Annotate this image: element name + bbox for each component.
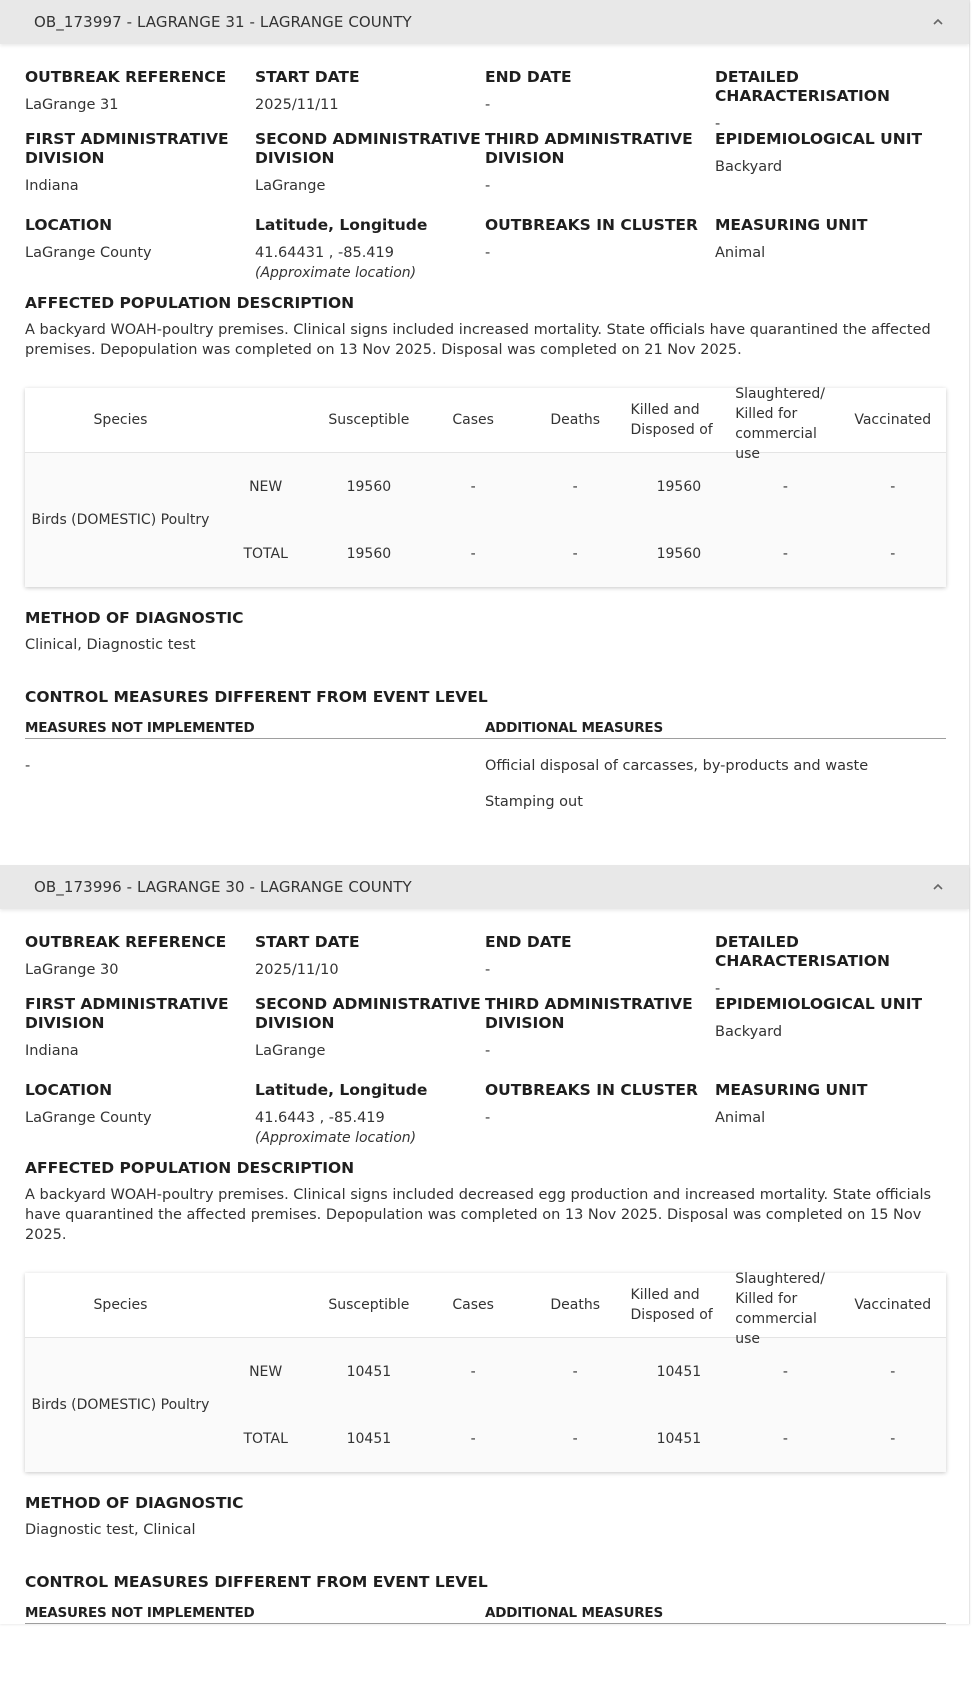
column-header-text: Killed and Disposed of	[630, 1287, 713, 1323]
cell-susceptible: 10451	[346, 1430, 392, 1447]
field-label: OUTBREAKS IN CLUSTER	[485, 216, 698, 234]
latlon-value: 41.6443 , -85.419	[255, 1110, 385, 1126]
additional-measures	[485, 720, 946, 811]
column-header: Species	[25, 1273, 216, 1338]
column-header-text: Killed and Disposed of	[630, 402, 713, 438]
additional-measures	[485, 1605, 946, 1624]
row-kind: TOTAL	[243, 545, 288, 562]
field-value: -	[485, 97, 491, 113]
measures-not-implemented-header: MEASURES NOT IMPLEMENTED	[25, 720, 485, 739]
field-third-admin	[485, 130, 715, 216]
field-end-date	[485, 44, 715, 130]
measure-item: -	[25, 758, 31, 774]
field-label: DETAILED CHARACTERISATION	[715, 933, 890, 970]
field-label: MEASURING UNIT	[715, 1081, 868, 1099]
column-header: Species	[25, 388, 216, 453]
field-detailed-characterisation	[715, 909, 945, 995]
field-value: LaGrange	[255, 1043, 326, 1059]
field-value: Indiana	[25, 178, 79, 194]
row-kind: TOTAL	[243, 1430, 288, 1447]
cell-susceptible: 19560	[346, 545, 392, 562]
field-outbreak-reference	[25, 44, 255, 130]
column-header	[731, 386, 839, 462]
field-label: EPIDEMIOLOGICAL UNIT	[715, 995, 923, 1013]
field-label: THIRD ADMINISTRATIVE DIVISION	[485, 130, 693, 167]
field-outbreaks-in-cluster	[485, 216, 715, 294]
measure-item: Stamping out	[485, 794, 583, 810]
cell-vaccinated: -	[890, 545, 896, 562]
field-value: Animal	[715, 245, 766, 261]
field-label: THIRD ADMINISTRATIVE DIVISION	[485, 995, 693, 1032]
field-label: OUTBREAK REFERENCE	[25, 68, 227, 86]
field-value	[255, 1109, 485, 1147]
column-header	[627, 1273, 732, 1338]
cell-vaccinated: -	[890, 1363, 896, 1380]
column-header: Susceptible	[315, 388, 422, 453]
control-measures-label: CONTROL MEASURES DIFFERENT FROM EVENT LEVEL	[25, 688, 488, 706]
method-label: METHOD OF DIAGNOSTIC	[25, 609, 244, 627]
field-value: Backyard	[715, 159, 783, 175]
field-label: DETAILED CHARACTERISATION	[715, 68, 890, 105]
column-header	[627, 388, 732, 453]
affected-population-text: A backyard WOAH-poultry premises. Clinical signs included increased mortality. State officials have quarantined the affected premises. Depopulation was completed on 13 Nov 2025. Disposal was completed on 21 Nov 2025.	[25, 322, 931, 358]
measures-not-implemented	[25, 720, 485, 811]
field-latlon	[255, 1081, 485, 1159]
field-value: LaGrange County	[25, 1110, 152, 1126]
population-table	[25, 388, 946, 587]
cell-deaths: -	[572, 478, 578, 495]
field-label: LOCATION	[25, 1081, 113, 1099]
measure-item: Official disposal of carcasses, by-products and waste	[485, 758, 869, 774]
field-value: -	[485, 1043, 491, 1059]
field-value: -	[485, 178, 491, 194]
latlon-value: 41.64431 , -85.419	[255, 245, 394, 261]
affected-population-text: A backyard WOAH-poultry premises. Clinical signs included decreased egg production and increased mortality. State officials have quarantined the affected premises. Depopulation was completed on 13 Nov 2025. Disposal was completed on 15 Nov 2025.	[25, 1187, 932, 1243]
column-header	[216, 388, 315, 453]
measures-not-implemented	[25, 1605, 485, 1624]
field-value: LaGrange	[255, 178, 326, 194]
column-header: Vaccinated	[840, 1273, 947, 1338]
method-value: Diagnostic test, Clinical	[25, 1522, 196, 1538]
field-measuring-unit	[715, 1081, 945, 1159]
cell-killed: 10451	[656, 1430, 702, 1447]
field-epi-unit	[715, 995, 945, 1081]
field-end-date	[485, 909, 715, 995]
field-location	[25, 216, 255, 294]
field-epi-unit	[715, 130, 945, 216]
field-value: 2025/11/10	[255, 962, 339, 978]
field-label: Latitude, Longitude	[255, 1081, 428, 1099]
field-label: LOCATION	[25, 216, 113, 234]
outbreak-title: OB_173996 - LAGRANGE 30 - LAGRANGE COUNTY	[34, 878, 412, 896]
field-value: LaGrange County	[25, 245, 152, 261]
field-label: END DATE	[485, 68, 572, 86]
row-kind: NEW	[249, 1363, 283, 1380]
column-header-text: Slaughtered/ Killed for commercial use	[735, 386, 825, 462]
cell-susceptible: 19560	[346, 478, 392, 495]
field-label: START DATE	[255, 933, 360, 951]
method-label: METHOD OF DIAGNOSTIC	[25, 1494, 244, 1512]
field-second-admin	[255, 995, 485, 1081]
field-value: -	[715, 116, 721, 132]
cell-slaughtered: -	[782, 478, 788, 495]
field-value: LaGrange 31	[25, 97, 119, 113]
cell-cases: -	[470, 1430, 476, 1447]
chevron-up-icon[interactable]	[929, 13, 947, 31]
latlon-note: (Approximate location)	[255, 1130, 417, 1146]
field-second-admin	[255, 130, 485, 216]
field-latlon	[255, 216, 485, 294]
column-header: Cases	[422, 388, 524, 453]
cell-slaughtered: -	[782, 1363, 788, 1380]
cell-cases: -	[470, 478, 476, 495]
field-value: -	[485, 245, 491, 261]
measures-not-implemented-header: MEASURES NOT IMPLEMENTED	[25, 1605, 485, 1624]
field-value: 2025/11/11	[255, 97, 339, 113]
species-cell: Birds (DOMESTIC) Poultry	[31, 512, 210, 528]
field-detailed-characterisation	[715, 44, 945, 130]
cell-deaths: -	[572, 545, 578, 562]
field-label: OUTBREAK REFERENCE	[25, 933, 227, 951]
latlon-note: (Approximate location)	[255, 265, 417, 281]
field-label: SECOND ADMINISTRATIVE DIVISION	[255, 995, 481, 1032]
control-measures-label: CONTROL MEASURES DIFFERENT FROM EVENT LEVEL	[25, 1573, 488, 1591]
field-value: Animal	[715, 1110, 766, 1126]
cell-cases: -	[470, 1363, 476, 1380]
field-value: LaGrange 30	[25, 962, 119, 978]
cell-deaths: -	[572, 1363, 578, 1380]
field-label: END DATE	[485, 933, 572, 951]
cell-deaths: -	[572, 1430, 578, 1447]
column-header-text: Slaughtered/ Killed for commercial use	[735, 1271, 825, 1347]
cell-vaccinated: -	[890, 1430, 896, 1447]
column-header: Deaths	[524, 388, 627, 453]
additional-measures-header: ADDITIONAL MEASURES	[485, 720, 946, 739]
field-label: Latitude, Longitude	[255, 216, 428, 234]
table-row	[25, 1338, 946, 1406]
field-location	[25, 1081, 255, 1159]
column-header: Vaccinated	[840, 388, 947, 453]
outbreak-panel-header[interactable]	[0, 865, 969, 909]
field-label: FIRST ADMINISTRATIVE DIVISION	[25, 130, 229, 167]
field-third-admin	[485, 995, 715, 1081]
field-label: START DATE	[255, 68, 360, 86]
field-first-admin	[25, 995, 255, 1081]
row-kind: NEW	[249, 478, 283, 495]
cell-killed: 10451	[656, 1363, 702, 1380]
field-start-date	[255, 909, 485, 995]
field-start-date	[255, 44, 485, 130]
field-label: FIRST ADMINISTRATIVE DIVISION	[25, 995, 229, 1032]
cell-susceptible: 10451	[346, 1363, 392, 1380]
field-value	[255, 244, 485, 282]
field-label: SECOND ADMINISTRATIVE DIVISION	[255, 130, 481, 167]
field-outbreak-reference	[25, 909, 255, 995]
method-value: Clinical, Diagnostic test	[25, 637, 196, 653]
field-value: Backyard	[715, 1024, 783, 1040]
field-measuring-unit	[715, 216, 945, 294]
outbreak-title: OB_173997 - LAGRANGE 31 - LAGRANGE COUNTY	[34, 13, 412, 31]
field-value: -	[715, 981, 721, 997]
field-label: EPIDEMIOLOGICAL UNIT	[715, 130, 923, 148]
chevron-up-icon[interactable]	[929, 878, 947, 896]
column-header	[216, 1273, 315, 1338]
column-header: Cases	[422, 1273, 524, 1338]
population-table	[25, 1273, 946, 1472]
cell-slaughtered: -	[782, 1430, 788, 1447]
table-row	[25, 453, 946, 521]
cell-cases: -	[470, 545, 476, 562]
field-label: MEASURING UNIT	[715, 216, 868, 234]
affected-population-label: AFFECTED POPULATION DESCRIPTION	[25, 1159, 355, 1177]
column-header	[731, 1271, 839, 1347]
affected-population-label: AFFECTED POPULATION DESCRIPTION	[25, 294, 355, 312]
cell-killed: 19560	[656, 478, 702, 495]
additional-measures-header: ADDITIONAL MEASURES	[485, 1605, 946, 1624]
field-first-admin	[25, 130, 255, 216]
species-cell: Birds (DOMESTIC) Poultry	[31, 1397, 210, 1413]
field-outbreaks-in-cluster	[485, 1081, 715, 1159]
cell-killed: 19560	[656, 545, 702, 562]
outbreak-panel	[0, 865, 970, 1624]
column-header: Deaths	[524, 1273, 627, 1338]
cell-vaccinated: -	[890, 478, 896, 495]
column-header: Susceptible	[315, 1273, 422, 1338]
field-label: OUTBREAKS IN CLUSTER	[485, 1081, 698, 1099]
outbreak-panel-header[interactable]	[0, 0, 969, 44]
field-value: -	[485, 1110, 491, 1126]
field-value: Indiana	[25, 1043, 79, 1059]
field-value: -	[485, 962, 491, 978]
cell-slaughtered: -	[782, 545, 788, 562]
